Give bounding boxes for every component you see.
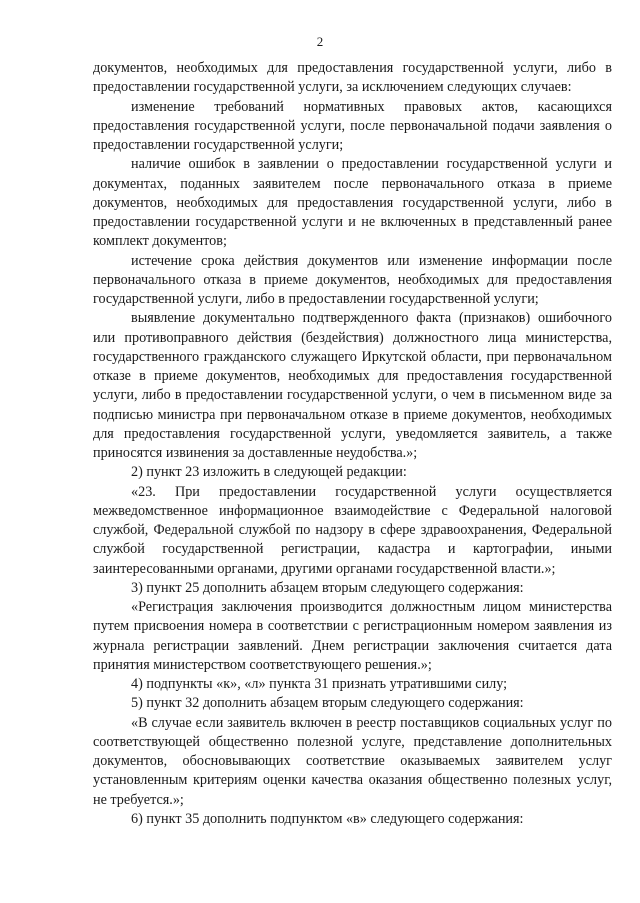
paragraph: 2) пункт 23 изложить в следующей редакции: [131,464,407,481]
paragraph: «23. При предоставлении государственной услуги осуществляется межведомственное информационное взаимодействие с Федеральной налоговой службой, Федеральной службой по надзору в сфере здравоохранения, Федеральной службой государственной регистрации, кадастра и картографии, иными заинтересованными органами, другими органами государственной власти.»; [93,483,612,577]
paragraph: наличие ошибок в заявлении о предоставлении государственной услуги и документах, поданных заявителем после первоначального отказа в приеме документов, необходимых для предоставления государственной услуги, либо в предоставлении государственной услуги и не включенных в представленный ранее комплект документов; [93,156,612,250]
paragraph: изменение требований нормативных правовых актов, касающихся предоставления государственной услуги, после первоначальной подачи заявления о предоставлении государственной услуги; [93,98,612,153]
paragraph: 4) подпункты «к», «л» пункта 31 признать утратившими силу; [131,676,508,692]
paragraph: документов, необходимых для предоставления государственной услуги, либо в предоставлении государственной услуги, за исключением следующих случаев: [93,60,612,96]
paragraph: выявление документально подтвержденного факта (признаков) ошибочного или противоправного действия (бездействия) должностного лица министерства, государственного гражданского служащего Иркутской области, при первоначальном отказе в приеме документов, необходимых для предоставления государственной услуги, либо в предоставлении государственной услуги, о чем в письменном виде за подписью министра при первоначальном отказе в приеме документов, необходимых для предоставления государственной услуги, уведомляется заявитель, а также приносятся извинения за доставленные неудобства.»; [93,310,612,461]
paragraph: 3) пункт 25 дополнить абзацем вторым следующего содержания: [131,579,524,596]
document-body [93,59,612,829]
paragraph: «Регистрация заключения производится должностным лицом министерства путем присвоения номера в соответствии с регистрационным номером заявления из журнала регистрации заявлений. Днем регистрации заключения считается дата принятия министерством соответствующего решения.»; [93,599,612,673]
page-number: 2 [316,34,324,49]
paragraph: 5) пункт 32 дополнить абзацем вторым следующего содержания: [131,695,524,712]
paragraph: 6) пункт 35 дополнить подпунктом «в» следующего содержания: [131,810,524,827]
paragraph: «В случае если заявитель включен в реестр поставщиков социальных услуг по соответствующей общественно полезной услуге, представление дополнительных документов, обосновывающих соответствие оказываемых заявителем услуг установленным критериям оценки качества оказания общественно полезных услуг, не требуется.»; [93,714,612,808]
paragraph: истечение срока действия документов или изменение информации после первоначального отказа в приеме документов, необходимых для предоставления государственной услуги, либо в предоставлении государственной услуги; [93,252,612,307]
